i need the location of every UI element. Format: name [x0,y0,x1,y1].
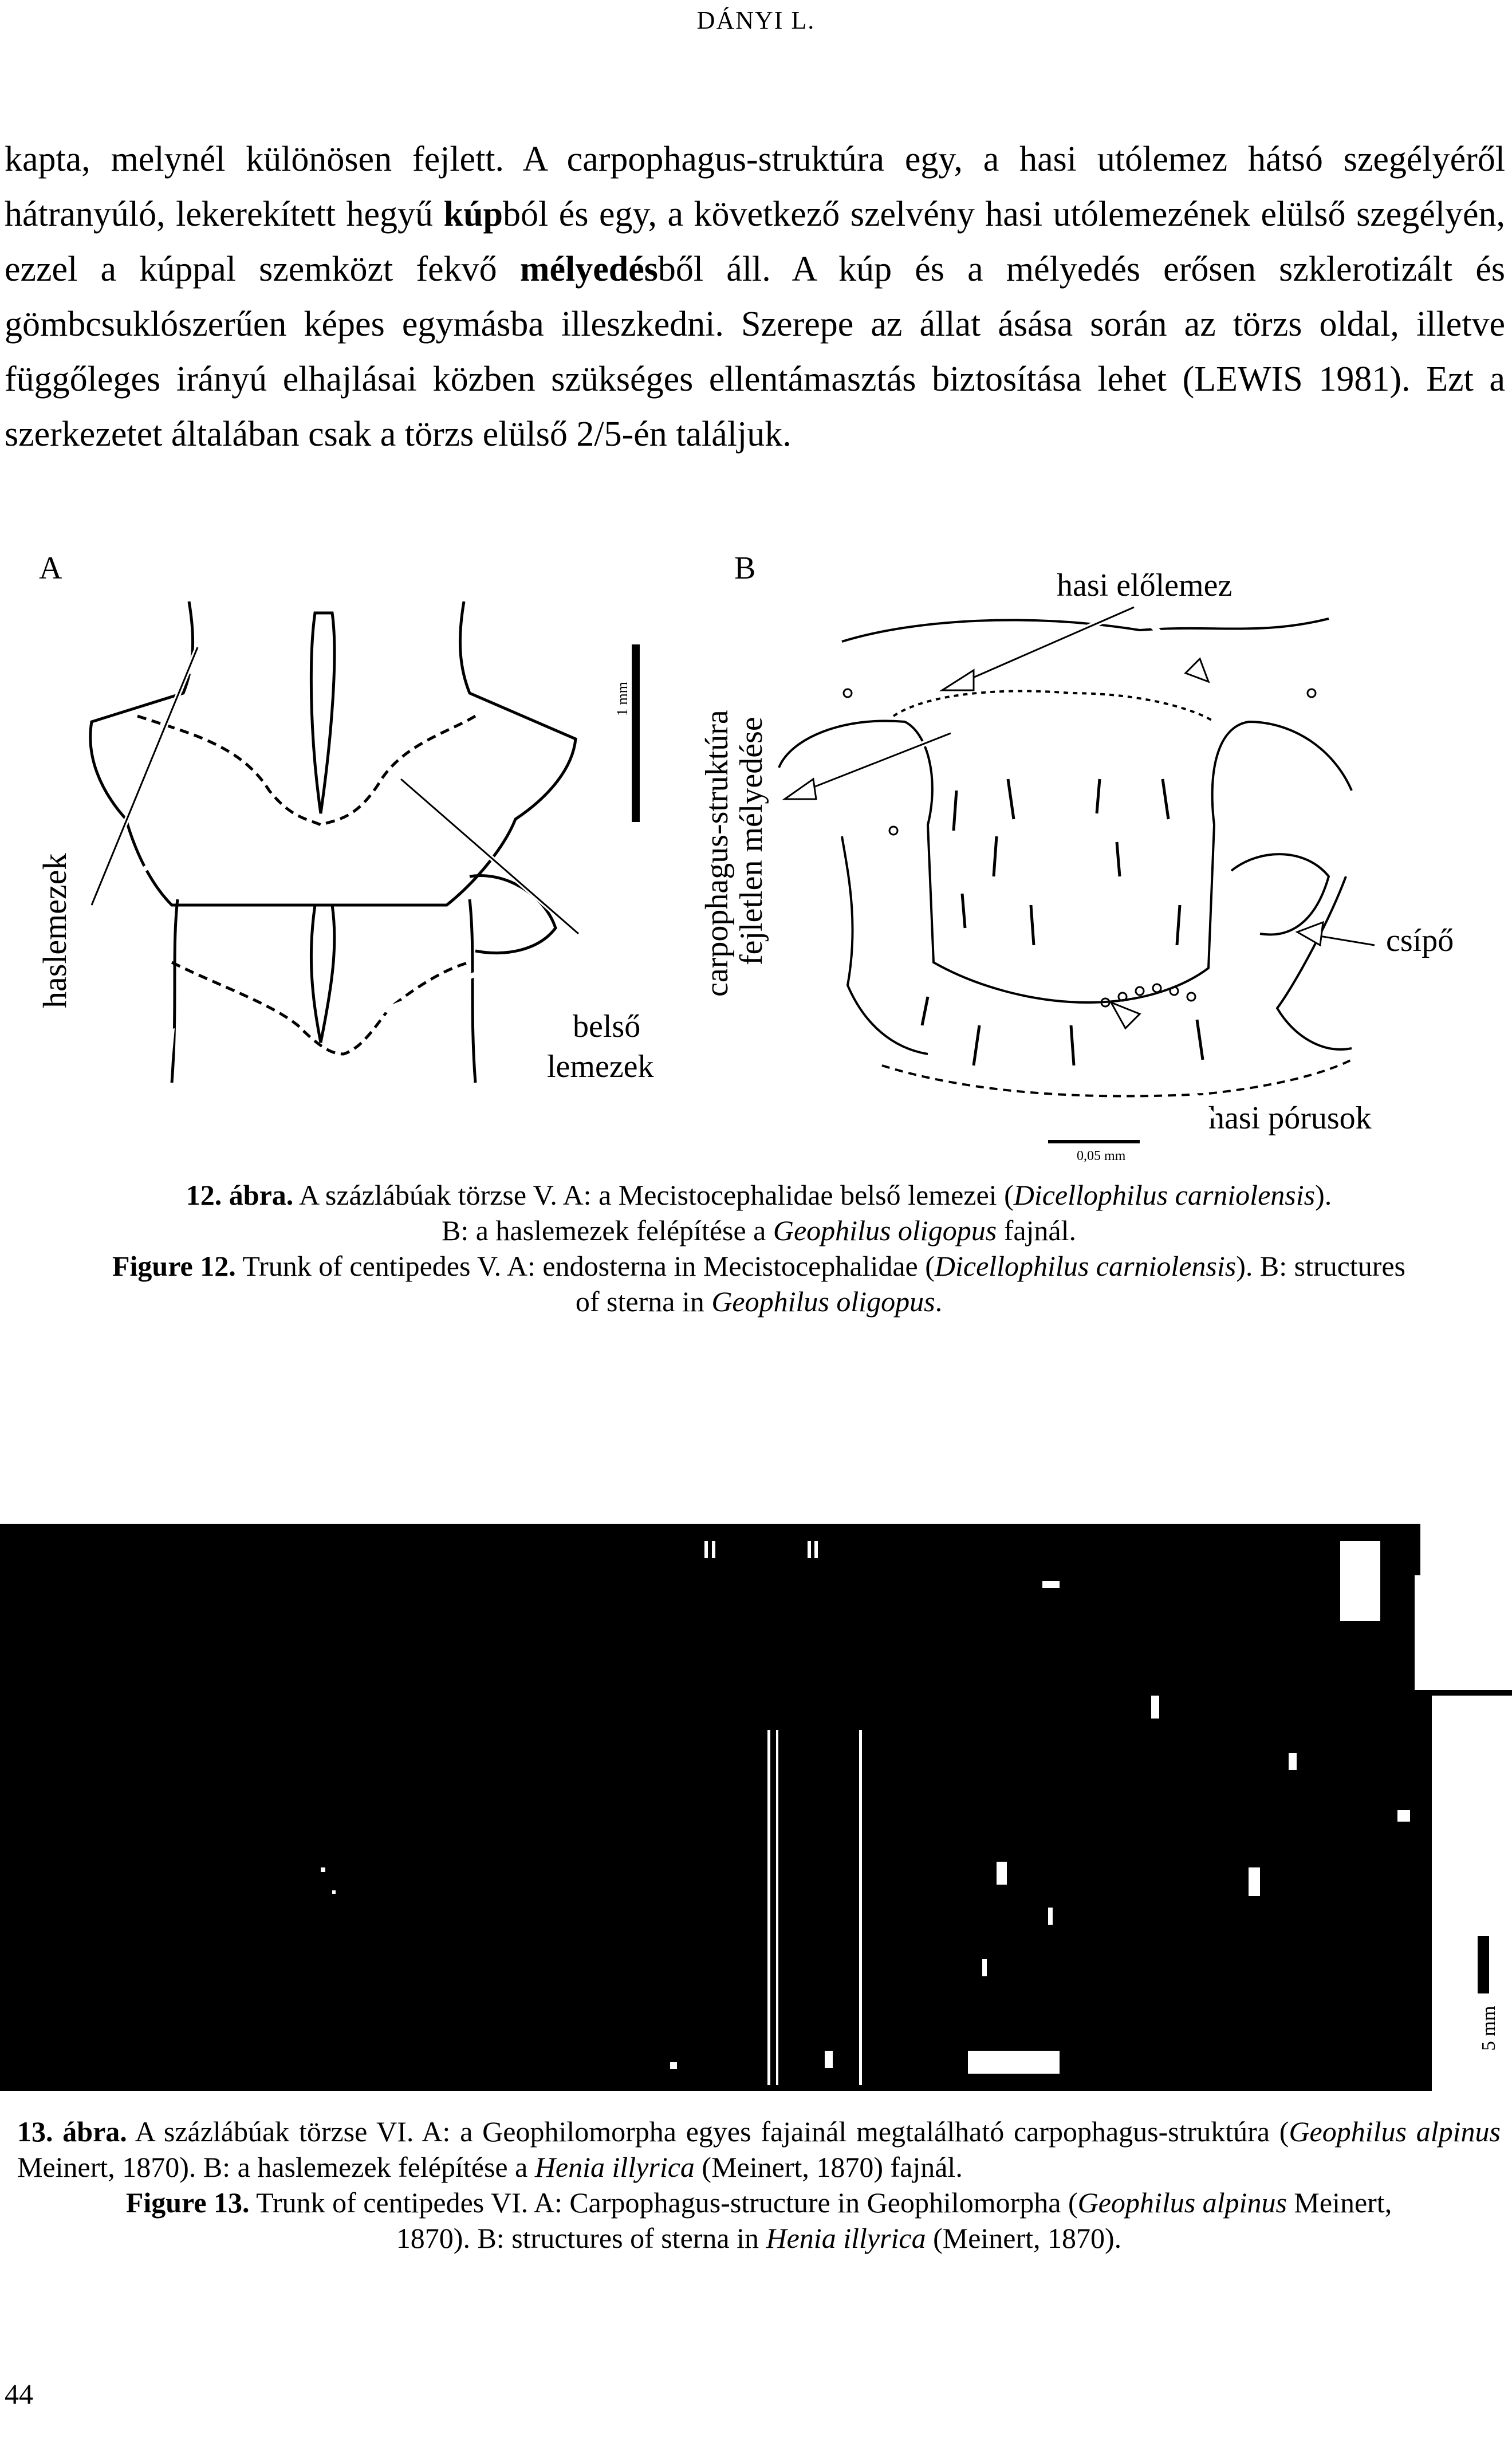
caption-13-hu-line [17,2114,1501,2185]
body-bold-kup: kúp [443,195,503,234]
body-paragraph [5,132,1505,462]
body-author: LEWIS [1194,360,1303,399]
label-hasi-porusok: hasi pórusok [1208,1100,1372,1136]
figure-13-photo-art [0,1524,1512,2091]
label-belso: belső [573,1009,641,1044]
running-head: DÁNYI L. [696,6,816,34]
caption-13-hu-end-1: Meinert, 1870). B: a haslemezek felépítése a [17,2151,528,2183]
scale-bar-b [1048,1140,1140,1143]
caption-13-hu-species-1: Geophilus alpinus [1289,2115,1501,2148]
figure-12-caption [17,1177,1501,1319]
caption-13-en-line-2 [17,2220,1501,2256]
caption-12-hu-end-2: fajnál. [1003,1214,1076,1246]
figure-13-highlights [321,1524,1512,2091]
label-csipo: csípő [1386,923,1454,958]
panel-b-setae [922,779,1203,1065]
caption-12-hu-line-2 [17,1213,1501,1248]
caption-12-hu-end-1: ). [1315,1179,1332,1211]
caption-13-en-num: Figure 13. [125,2187,250,2219]
caption-12-en-text-1: Trunk of centipedes V. A: endosterna in Mecistocephalidae ( [242,1250,935,1282]
caption-12-hu-species-1: Dicellophilus carniolensis [1013,1179,1316,1211]
body-text-4: 1981). Ezt a szerkezetet általában csak a törzs elülső 2/5-én találjuk. [5,360,1506,454]
panel-a-arrowheads [152,642,427,1060]
figure-12 [0,550,1512,1169]
body-text-1: kapta, melynél különösen fejlett. A carpophagus-struktúra egy, a hasi utólemez hátsó szegélyéről hátranyúló, lekerekített hegyű [5,140,1505,234]
panel-a-outline [90,601,576,1083]
caption-13-hu-text-1: A százlábúak törzse VI. A: a Geophilomorpha egyes fajainál megtalálható carpophagus-struktúra ( [135,2115,1289,2148]
caption-13-hu-num: 13. ábra. [17,2115,127,2148]
panel-b-arrowheads [785,659,1323,1028]
panel-b-label: B [734,550,756,586]
caption-13-en-end-1: Meinert, [1294,2187,1392,2219]
caption-13-en-end-2: (Meinert, 1870). [933,2222,1122,2254]
panel-b-pores [844,689,1316,1006]
caption-13-hu-species-2: Henia illyrica [534,2151,695,2183]
caption-12-en-species-2: Geophilus oligopus [711,1285,935,1318]
caption-12-en-line-1 [17,1248,1501,1284]
caption-13-en-text-2: 1870). B: structures of sterna in [396,2222,759,2254]
caption-12-hu-num: 12. ábra. [186,1179,294,1211]
label-carpophagus-2: fejletlen mélyedése [734,717,769,965]
panel-a-arrow-outlines [92,647,578,934]
scale-a-label: 1 mm [614,682,631,716]
caption-12-en-text-2: of sterna in [575,1285,704,1318]
caption-13-en-text-1: Trunk of centipedes VI. A: Carpophagus-structure in Geophilomorpha ( [256,2187,1078,2219]
panel-b-arrows [790,607,1375,1117]
caption-12-hu-line-1 [17,1177,1501,1213]
caption-12-en-line-2 [17,1284,1501,1319]
scale-bar-a [632,644,640,822]
caption-12-en-end-2: . [935,1285,943,1318]
caption-12-hu-text-1: A százlábúak törzse V. A: a Mecistocephalidae belső lemezei ( [299,1179,1014,1211]
body-bold-melyedes: mélyedés [519,250,658,289]
figure-12-drawing [0,550,1512,1169]
caption-12-en-species-1: Dicellophilus carniolensis [934,1250,1237,1282]
caption-12-en-end-1: ). B: structures [1236,1250,1405,1282]
caption-13-en-line-1 [17,2185,1501,2220]
caption-12-en-num: Figure 12. [112,1250,236,1282]
page-number: 44 [5,2378,33,2410]
panel-b-arrow-outlines [790,607,1375,945]
label-haslemezek: haslemezek [36,853,73,1008]
body-text-3: ből áll. A kúp és a mélyedés erősen szklerotizált és gömbcsuklószerűen képes egymásba illeszkedni. Szerepe az állat ásása során az törzs oldal, illetve függőleges irányú elhajlásai közben szükséges ellentámasztás biztosítása lehet ( [5,250,1505,399]
caption-13-hu-end-2: (Meinert, 1870) fajnál. [702,2151,963,2183]
figure-13-caption [17,2114,1501,2256]
caption-13-en-species-2: Henia illyrica [766,2222,926,2254]
panel-a-label: A [39,550,62,586]
figure-13-photo [0,1524,1512,2091]
scale-b-label: 0,05 mm [1077,1149,1126,1163]
label-lemezek: lemezek [547,1049,654,1084]
body-text-2: ból és egy, a következő szelvény hasi utólemezének elülső szegélyén, ezzel a kúppal szemközt fekvő [5,195,1505,289]
caption-13-en-species-1: Geophilus alpinus [1077,2187,1287,2219]
panel-b-outline [779,619,1352,1096]
label-hasi-elolemez: hasi előlemez [1057,568,1233,603]
figure-13-scale-label: 5 mm [1478,2006,1499,2051]
caption-12-hu-text-2: B: a haslemezek felépítése a [441,1214,766,1246]
label-carpophagus-1: carpophagus-struktúra [699,710,735,997]
caption-12-hu-species-2: Geophilus oligopus [773,1214,997,1246]
